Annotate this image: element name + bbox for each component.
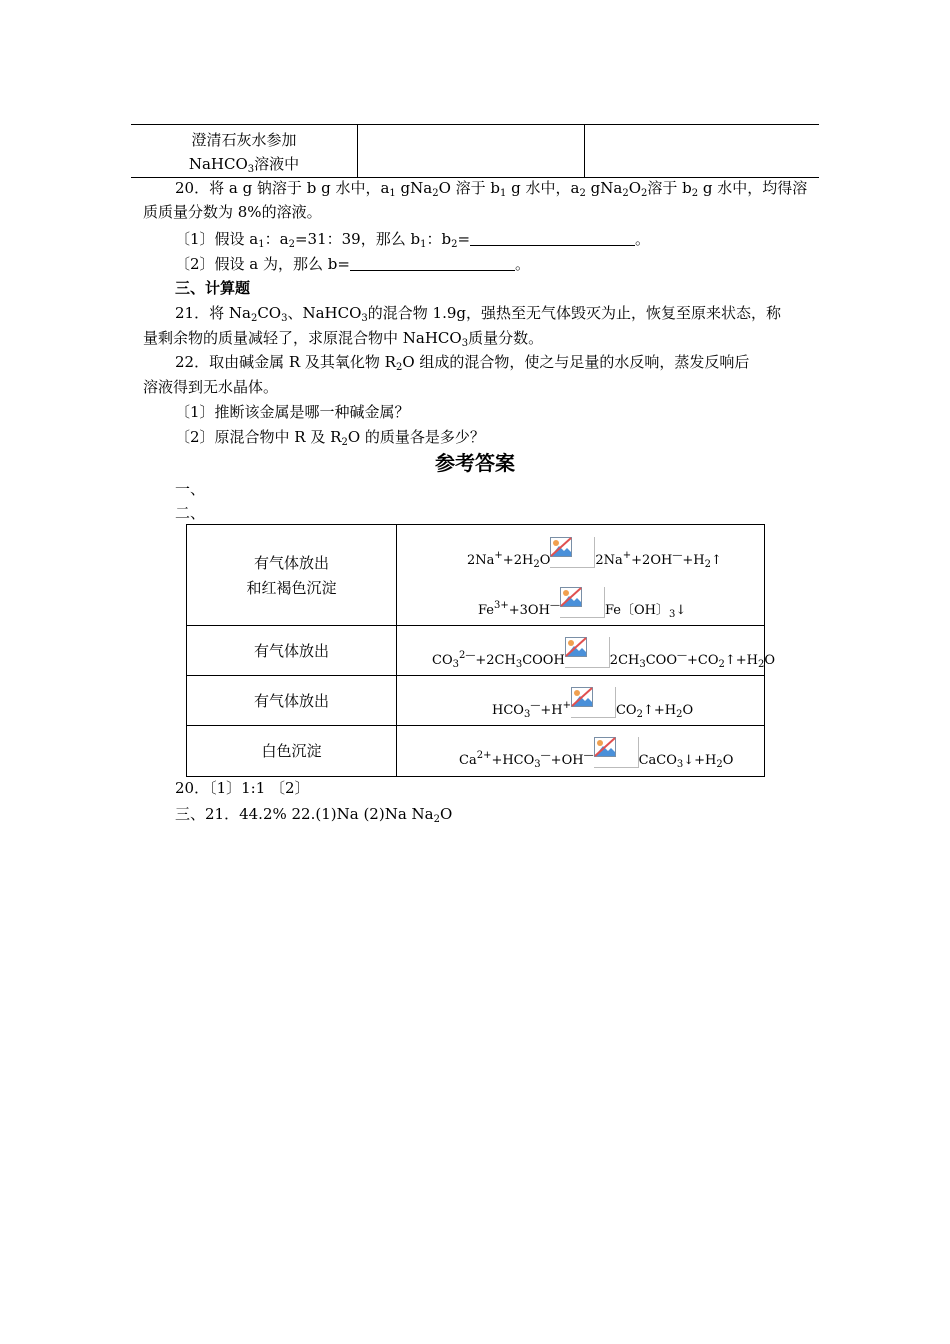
answer-blank[interactable]	[470, 231, 635, 246]
equation-row3: $HCO_3^—+H^+$ $CO_2↑+H_2O$	[492, 687, 693, 718]
equation-row2: $CO_3^{2—}+2CH_3COOH$ $2CH_3COO^—+CO_2↑+H_2O$	[432, 637, 775, 668]
question-22-part2: 〔2〕原混合物中 R 及 $R_2O$ 的质量各是多少？	[175, 428, 485, 448]
equation-row1-a: $2Na^++2H_2O$ $2Na^++2OH^—+H_2↑$	[467, 537, 722, 568]
section-title: 三、计算题	[175, 279, 251, 297]
answer-20: 20．〔1〕1:1 〔2〕	[175, 779, 310, 797]
broken-image-icon	[560, 587, 605, 618]
question-20-part2: 〔2〕假设 a 为，那么 b= 。	[175, 255, 530, 273]
broken-image-icon	[594, 737, 639, 768]
table-divider	[357, 125, 358, 177]
equation-row4: $Ca^{2+}+HCO_3^—+OH^—$ $CaCO_3↓+H_2O$	[459, 737, 733, 768]
answer-section-three: 三、21．44.2% 22.(1)Na (2)Na $Na_2O$	[175, 805, 453, 825]
cell-text: NaHCO$_3$溶液中	[188, 155, 300, 175]
table-divider	[187, 675, 764, 676]
table-cell-reagent	[131, 128, 357, 176]
question-21-line1: 21．将 $Na_2CO_3$、NaHCO$_3$的混合物 1.9g，强热至无气体毁灭为止，恢复至原来状态，称	[175, 304, 782, 324]
answer-title: 参考答案	[435, 451, 515, 475]
observation-cell: 白色沉淀	[261, 742, 322, 760]
observation-cell: 有气体放出 和红褐色沉淀	[246, 554, 337, 597]
answer-section-one: 一、	[175, 480, 206, 498]
question-21-line2: 量剩余物的质量减轻了，求原混合物中 NaHCO$_3$质量分数。	[143, 329, 544, 349]
question-22-part1: 〔1〕推断该金属是哪一种碱金属？	[175, 403, 410, 421]
question-20-part1: 〔1〕假设 $a_1$：$a_2=31$：39，那么 $b_1$：$b_2=$ 。	[175, 230, 651, 250]
table-divider	[187, 725, 764, 726]
broken-image-icon	[550, 537, 595, 568]
top-table	[131, 124, 819, 178]
question-22-line1: 22．取由碱金属 R 及其氧化物 $R_2O$ 组成的混合物，使之与足量的水反响，蒸发反响后	[175, 353, 750, 373]
question-20-line2: 质质量分数为 8%的溶液。	[143, 203, 322, 221]
cell-text: 澄清石灰水参加	[191, 131, 297, 149]
observation-cell: 有气体放出	[253, 692, 329, 710]
broken-image-icon	[565, 637, 610, 668]
answer-section-two: 二、	[175, 504, 206, 522]
observation-cell: 有气体放出	[253, 642, 329, 660]
answer-blank[interactable]	[350, 256, 515, 271]
broken-image-icon	[571, 687, 616, 718]
table-divider	[187, 625, 764, 626]
table-divider	[396, 525, 397, 776]
question-22-line2: 溶液得到无水晶体。	[143, 378, 279, 396]
equation-row1-b: $Fe^{3+}+3OH^—$ Fe〔OH〕$_3$↓	[478, 587, 686, 618]
table-divider	[584, 125, 585, 177]
answer-table	[186, 524, 776, 777]
question-20-line1: 20．将 a g 钠溶于 b g 水中，$a_1$ gNa$_2$O 溶于 $b_1$ g 水中，$a_2$ $gNa_2O_2$溶于 $b_2$ g 水中，均得溶	[175, 179, 808, 199]
